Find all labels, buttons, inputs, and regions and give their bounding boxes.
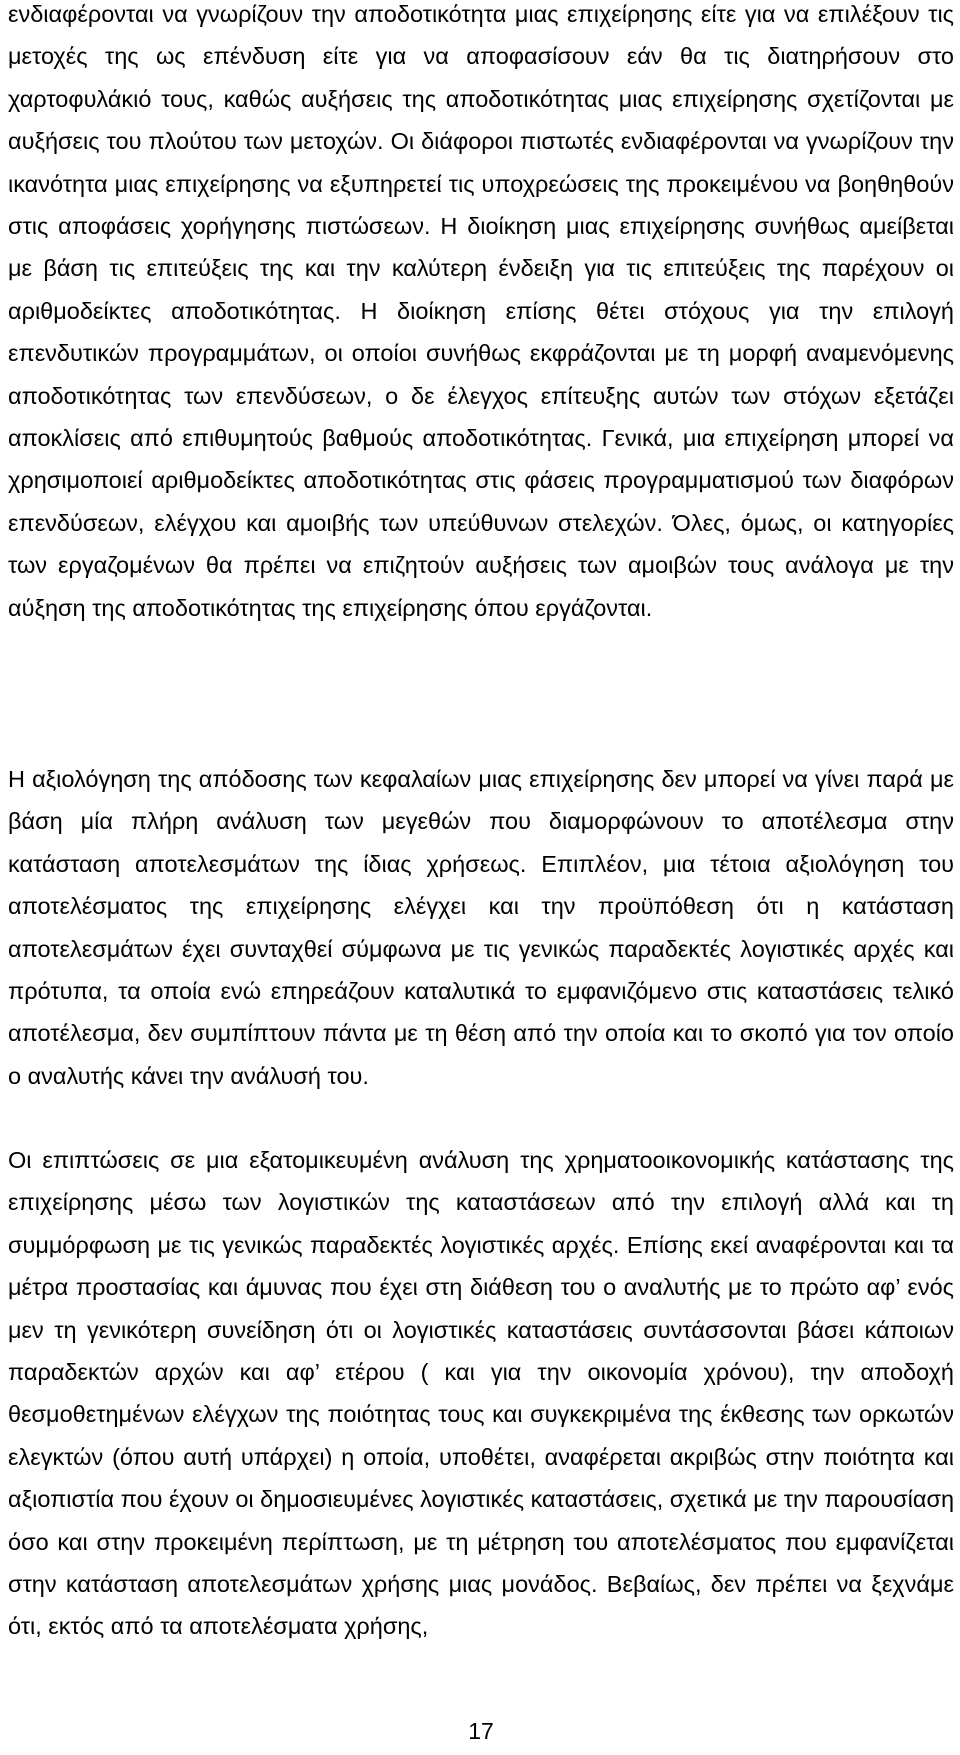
paragraph-capital-performance: Η αξιολόγηση της απόδοσης των κεφαλαίων μιας επιχείρησης δεν μπορεί να γίνει παρά με βάση μία πλήρη ανάλυση των μεγεθών που διαμορφώνουν το αποτέλεσμα στην κατάσταση αποτελεσμάτων της ίδιας χρήσεως. Επιπλέον, μια τέτοια αξιολόγηση του αποτελέσματος της επιχείρησης ελέγχει και την προϋπόθεση ότι η κατάσταση αποτελεσμάτων έχει συνταχθεί σύμφωνα με τις γενικώς παραδεκτές λογιστικές αρχές και πρότυπα, τα οποία ενώ επηρεάζουν καταλυτικά το εμφανιζόμενο στις καταστάσεις τελικό αποτέλεσμα, δεν συμπίπτουν πάντα με τη θέση από την οποία και το σκοπό για τον οποίο ο αναλυτής κάνει την ανάλυσή του. (8, 766, 954, 1089)
document-page (8, 0, 954, 1755)
paragraph-analysis-effects: Οι επιπτώσεις σε μια εξατομικευμένη ανάλυση της χρηματοοικονομικής κατάστασης της επιχείρησης μέσω των λογιστικών της καταστάσεων από την επιλογή αλλά και τη συμμόρφωση με τις γενικώς παραδεκτές λογιστικές αρχές. Επίσης εκεί αναφέρονται και τα μέτρα προστασίας και άμυνας που έχει στη διάθεση του ο αναλυτής με το πρώτο αφ’ ενός μεν τη γενικότερη συνείδηση ότι οι λογιστικές καταστάσεις συντάσσονται βάσει κάποιων παραδεκτών αρχών και αφ’ ετέρου ( και για την οικονομία χρόνου), την αποδοχή θεσμοθετημένων ελέγχων της ποιότητας τους και συγκεκριμένα της έκθεσης των ορκωτών ελεγκτών (όπου αυτή υπάρχει) η οποία, υποθέτει, αναφέρεται ακριβώς στην ποιότητα και αξιοπιστία που έχουν οι δημοσιευμένες λογιστικές καταστάσεις, σχετικά με την παρουσίαση όσο και στην προκειμένη περίπτωση, με τη μέτρηση του αποτελέσματος που εμφανίζεται στην κατάσταση αποτελεσμάτων χρήσης μιας μονάδος. Βεβαίως, δεν πρέπει να ξεχνάμε ότι, εκτός από τα αποτελέσματα χρήσης, (8, 1147, 955, 1640)
page-number: 17 (468, 1718, 494, 1744)
paragraph-profitability-interest: ενδιαφέρονται να γνωρίζουν την αποδοτικότητα μιας επιχείρησης είτε για να επιλέξουν τις μετοχές της ως επένδυση είτε για να αποφασίσουν εάν θα τις διατηρήσουν στο χαρτοφυλάκιό τους, καθώς αυξήσεις της αποδοτικότητας μιας επιχείρησης σχετίζονται με αυξήσεις του πλούτου των μετοχών. Οι διάφοροι πιστωτές ενδιαφέρονται να γνωρίζουν την ικανότητα μιας επιχείρησης να εξυπηρετεί τις υποχρεώσεις της προκειμένου να βοηθηθούν στις αποφάσεις χορήγησης πιστώσεων. Η διοίκηση μιας επιχείρησης συνήθως αμείβεται με βάση τις επιτεύξεις της και την καλύτερη ένδειξη για τις επιτεύξεις της παρέχουν οι αριθμοδείκτες αποδοτικότητας. Η διοίκηση επίσης θέτει στόχους για την επιλογή επενδυτικών προγραμμάτων, οι οποίοι συνήθως εκφράζονται με τη μορφή αναμενόμενης αποδοτικότητας των επενδύσεων, ο δε έλεγχος επίτευξης αυτών των στόχων εξετάζει αποκλίσεις από επιθυμητούς βαθμούς αποδοτικότητας. Γενικά, μια επιχείρηση μπορεί να χρησιμοποιεί αριθμοδείκτες αποδοτικότητας στις φάσεις προγραμματισμού των διαφόρων επενδύσεων, ελέγχου και αμοιβής των υπεύθυνων στελεχών. Όλες, όμως, οι κατηγορίες των εργαζομένων θα πρέπει να επιζητούν αυξήσεις των αμοιβών τους ανάλογα με την αύξηση της αποδοτικότητας της επιχείρησης όπου εργάζονται. (8, 1, 954, 621)
